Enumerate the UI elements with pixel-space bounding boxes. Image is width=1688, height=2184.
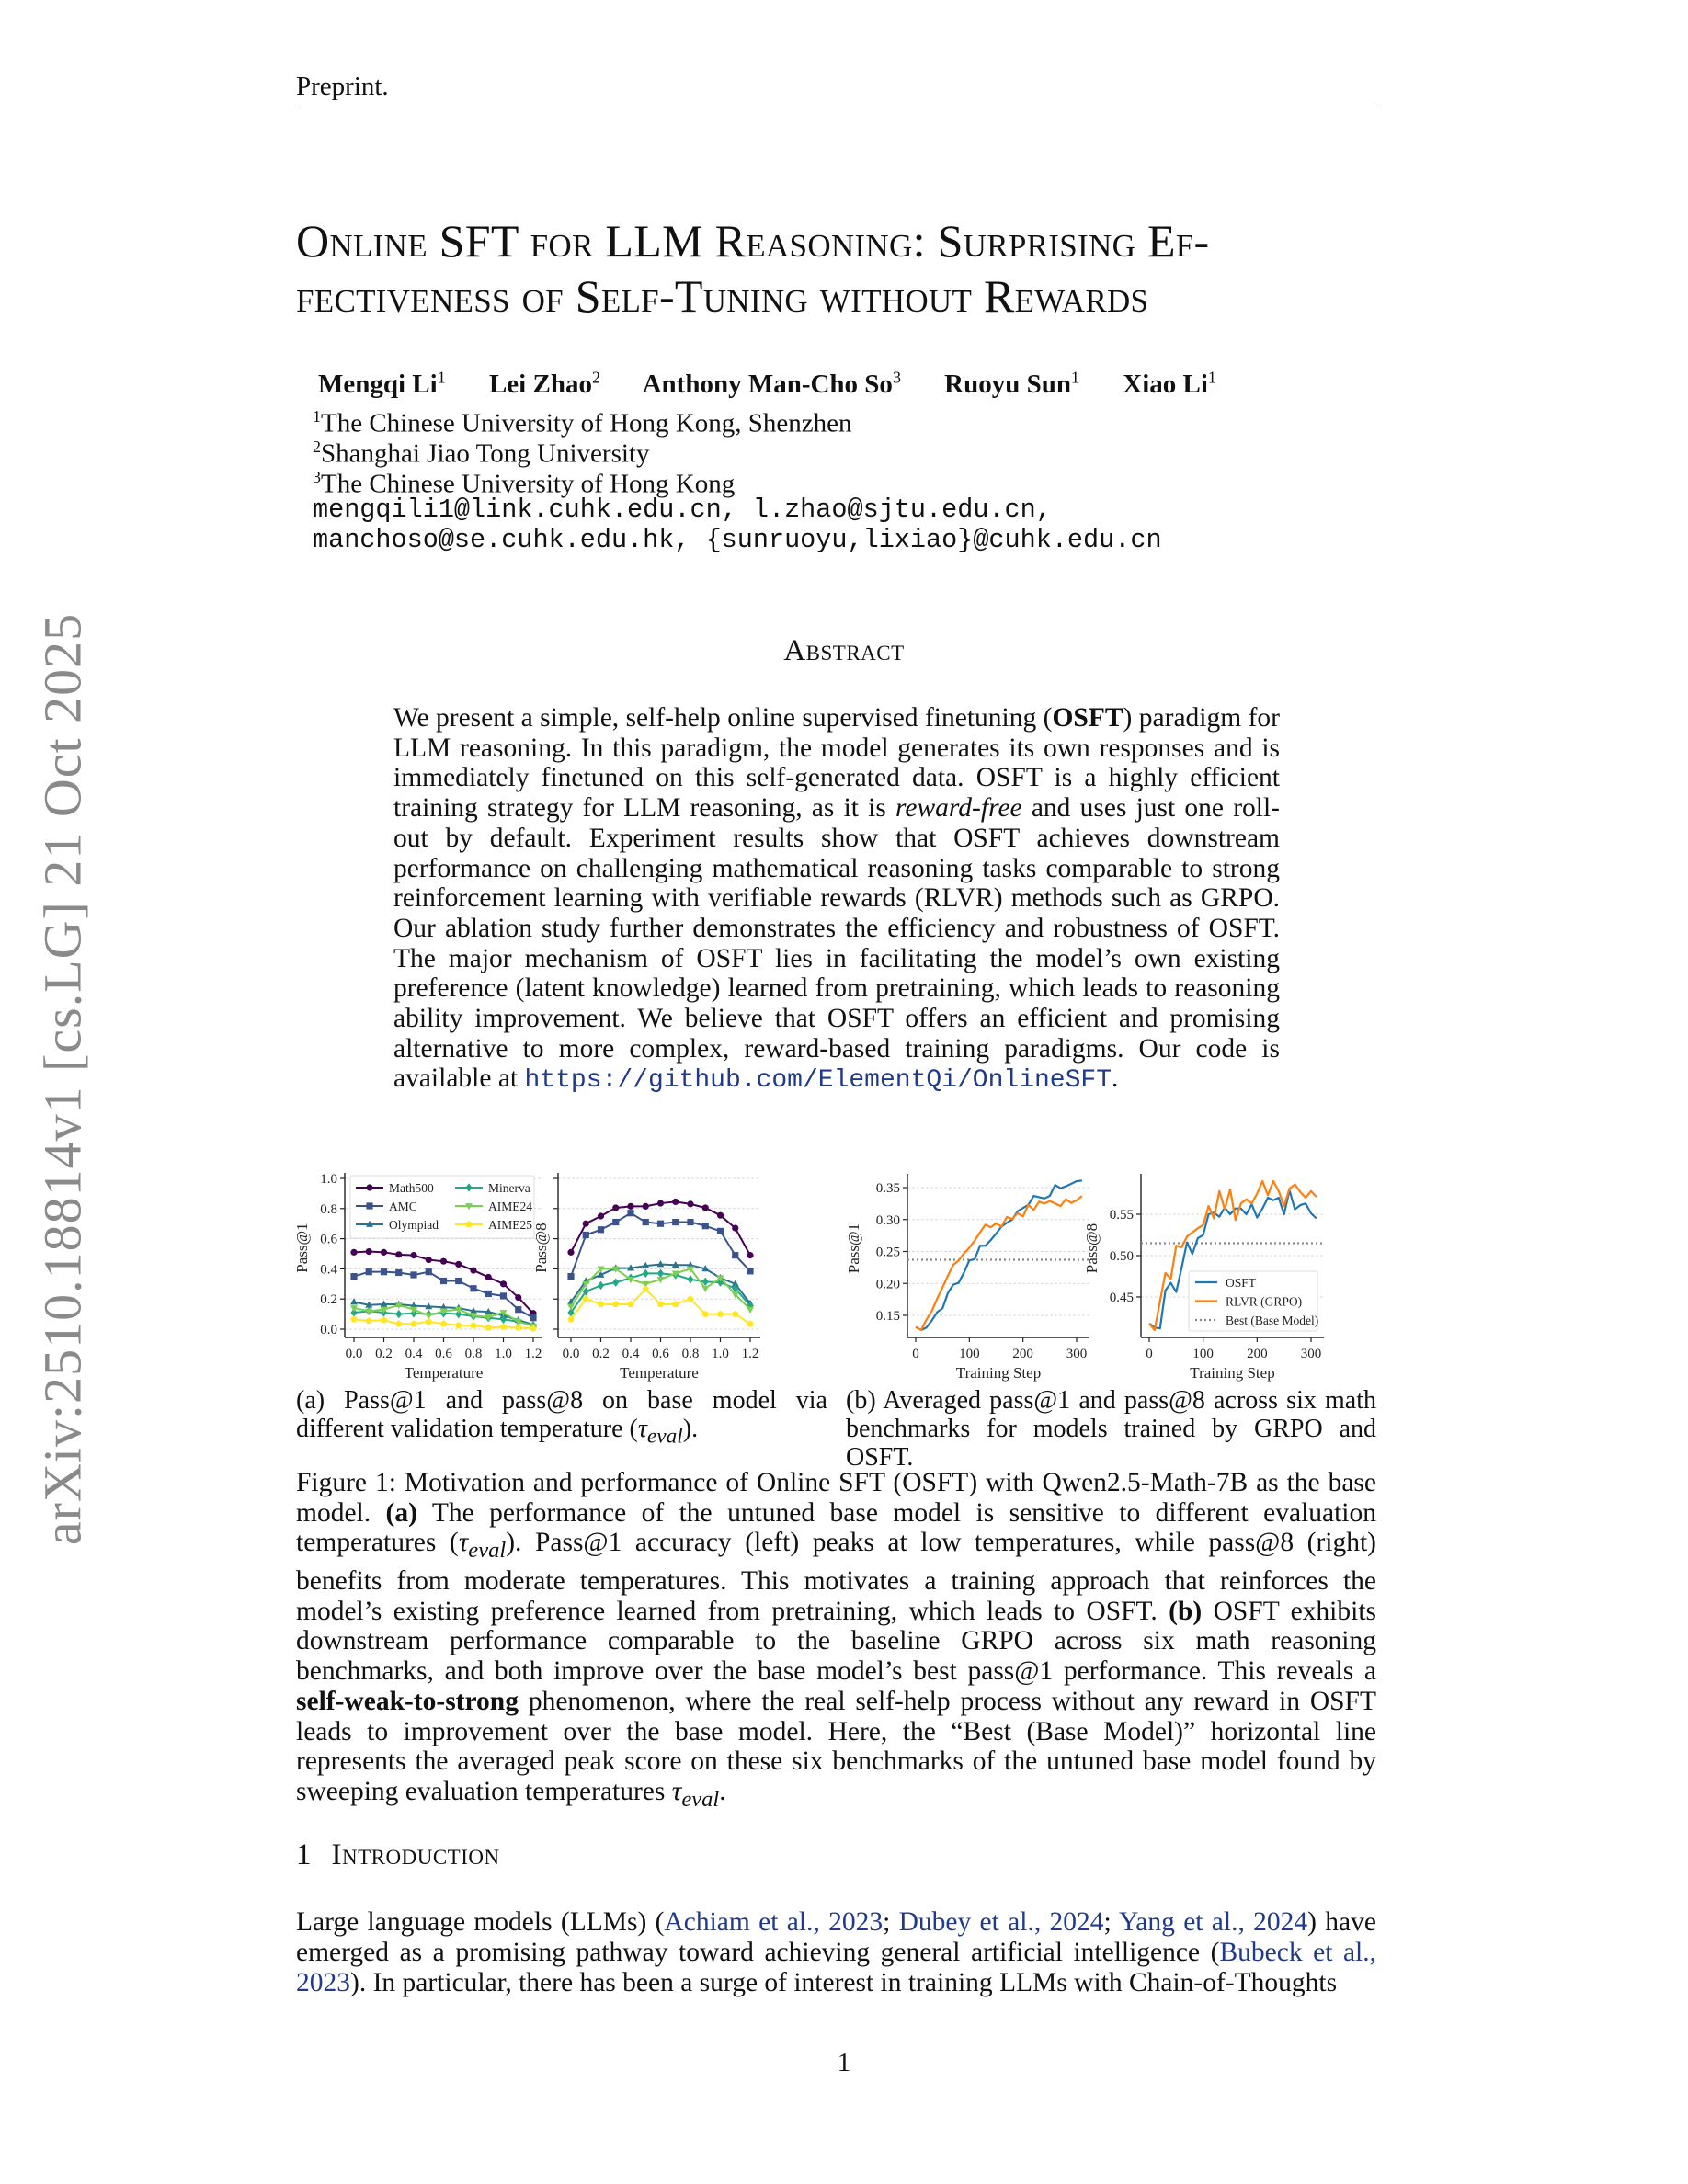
arxiv-identifier: arXiv:2510.18814v1 [cs.LG] 21 Oct 2025 — [32, 612, 93, 1546]
figure-caption — [296, 1468, 1376, 1815]
legend-label: Math500 — [389, 1181, 434, 1195]
data-point — [657, 1221, 664, 1227]
tau-subscript: eval — [681, 1786, 720, 1812]
x-axis-label: Temperature — [620, 1364, 699, 1382]
data-point — [500, 1324, 508, 1330]
legend-marker — [366, 1202, 372, 1209]
data-point — [485, 1324, 492, 1330]
chart-panel-b-pass8 — [1083, 1174, 1324, 1382]
data-point — [627, 1210, 633, 1216]
section-number: 1 — [296, 1838, 312, 1871]
data-point — [702, 1204, 709, 1211]
author-affiliation-mark: 3 — [892, 368, 901, 386]
chart-panel-b-pass1 — [845, 1174, 1089, 1382]
legend-marker — [366, 1184, 372, 1190]
intro-text: Large language models (LLMs) ( — [296, 1907, 665, 1937]
data-point — [425, 1318, 432, 1325]
x-axis-label: Training Step — [1190, 1364, 1275, 1382]
y-axis-label: Pass@8 — [1083, 1223, 1101, 1274]
x-tick-label: 100 — [959, 1347, 980, 1361]
author-emails: manchoso@se.cuhk.edu.hk, {sunruoyu,lixiao}@cuhk.edu.cn — [313, 525, 1162, 555]
data-point — [687, 1200, 693, 1207]
abstract-text: ) paradigm for LLM reasoning. In this paradigm, the model generates its own responses and is immediately finetuned on this self-generated data. OSFT is a highly efficient training strategy for LLM reasoning, as it is — [393, 703, 1280, 824]
data-point — [395, 1251, 402, 1257]
data-point — [410, 1271, 416, 1278]
introduction-paragraph — [296, 1907, 1376, 1998]
x-tick-label: 200 — [1247, 1347, 1268, 1361]
data-point — [687, 1219, 693, 1225]
caption-text: phenomenon, where the real self-help process without any reward in OSFT leads to improvement over the base model. Here, the “Best (Base Model)” horizontal line represents the averaged peak score on these six benchmarks of the untuned base model found by sweeping evaluation temperatures — [296, 1686, 1376, 1806]
data-point — [366, 1268, 372, 1275]
chart-legend — [350, 1176, 534, 1238]
subcaption-a — [296, 1386, 827, 1451]
x-tick-label: 200 — [1012, 1347, 1033, 1361]
legend-label: AMC — [389, 1200, 417, 1213]
data-point — [470, 1267, 476, 1273]
data-point — [598, 1301, 605, 1307]
caption-text: The performance of the untuned base model is sensitive to different evaluation temperatures ( — [296, 1497, 1376, 1558]
y-axis-label: Pass@8 — [532, 1223, 550, 1273]
data-point — [747, 1307, 754, 1314]
data-point — [500, 1280, 507, 1287]
author — [643, 370, 901, 399]
data-point — [515, 1294, 521, 1301]
data-point — [440, 1278, 447, 1284]
data-point — [702, 1223, 709, 1229]
data-point — [567, 1249, 574, 1256]
x-tick-label: 0.0 — [345, 1347, 363, 1361]
x-tick-label: 0 — [912, 1347, 919, 1361]
data-point — [567, 1273, 574, 1280]
affiliation-number: 1 — [313, 407, 321, 426]
data-point — [470, 1322, 477, 1328]
intro-text: ; — [1103, 1907, 1119, 1937]
subcaption-b: (b) Averaged pass@1 and pass@8 across six math benchmarks for models trained by GRPO and OSFT. — [846, 1386, 1376, 1472]
data-point — [598, 1212, 604, 1219]
y-tick-label: 0.20 — [875, 1277, 900, 1292]
legend-label: AIME24 — [488, 1200, 532, 1213]
caption-bold: (b) — [1169, 1596, 1203, 1626]
legend-label: AIME25 — [488, 1218, 532, 1232]
x-tick-label: 0.4 — [622, 1347, 640, 1361]
figure-1-charts — [276, 1149, 1397, 1390]
data-point — [395, 1269, 402, 1276]
intro-text: ; — [883, 1907, 899, 1937]
data-point — [455, 1322, 462, 1328]
subcaption-text: ). — [682, 1415, 699, 1443]
abstract-text: and uses just one roll-out by default. Experiment results show that OSFT achieves downstream performance on challenging mathematical reasoning tasks comparable to strong reinforcement learning with verifiable rewards (RLVR) methods such as GRPO. Our ablation study further demonstrates the efficiency and robustness of OSFT. The major mechanism of OSFT lies in facilitating the model’s own existing preference (latent knowledge) learned from pretraining, which leads to reasoning ability improvement. We believe that OSFT offers an efficient and promising alternative to more complex, reward-based training paradigms. Our code is available at — [393, 793, 1280, 1094]
data-point — [395, 1310, 402, 1318]
caption-text: ). Pass@1 accuracy (left) peaks at low temperatures, while pass@8 (right) benefits from moderate temperatures. This motivates a training approach that reinforces the model’s existing preference learned from pretraining, which leads to OSFT. — [296, 1528, 1376, 1626]
legend-label: Best (Base Model) — [1226, 1314, 1319, 1327]
author-name: Xiao Li — [1123, 369, 1208, 399]
citation-link[interactable]: Yang et al., 2024 — [1118, 1907, 1308, 1937]
chart-panel-a-pass8 — [532, 1173, 760, 1382]
author-name: Lei Zhao — [488, 369, 592, 399]
legend-label: RLVR (GRPO) — [1226, 1294, 1303, 1309]
author-emails: mengqili1@link.cuhk.edu.cn, l.zhao@sjtu.edu.cn, — [313, 495, 1052, 525]
data-point — [642, 1286, 649, 1292]
data-point — [657, 1269, 664, 1278]
data-point — [612, 1301, 620, 1307]
abstract-text: . — [1112, 1064, 1119, 1094]
citation-link[interactable]: Bubeck et al., 2023 — [296, 1938, 1376, 1997]
affiliation-name: The Chinese University of Hong Kong — [320, 469, 736, 499]
x-tick-label: 1.2 — [524, 1347, 542, 1361]
data-point — [717, 1212, 724, 1219]
x-tick-label: 0.2 — [375, 1347, 393, 1361]
data-point — [366, 1248, 372, 1255]
y-tick-label: 0.30 — [875, 1212, 900, 1228]
citation-link[interactable]: Achiam et al., 2023 — [664, 1907, 884, 1937]
affiliation-name: The Chinese University of Hong Kong, Shenzhen — [320, 408, 852, 438]
data-point — [672, 1301, 679, 1307]
data-point — [732, 1252, 738, 1258]
y-tick-label: 0.15 — [875, 1309, 900, 1324]
data-point — [365, 1317, 372, 1324]
x-tick-label: 0.6 — [652, 1347, 669, 1361]
tau-symbol: τ — [458, 1528, 469, 1558]
data-point — [500, 1292, 507, 1299]
data-point — [426, 1257, 432, 1263]
x-tick-label: 1.0 — [712, 1347, 729, 1361]
data-point — [657, 1200, 664, 1206]
caption-bold: self-weak-to-strong — [296, 1686, 519, 1716]
chart-legend — [1189, 1271, 1318, 1331]
author — [1123, 370, 1216, 399]
data-point — [732, 1225, 738, 1232]
data-point — [515, 1324, 522, 1330]
x-tick-label: 0 — [1146, 1347, 1153, 1361]
intro-text: ) have emerged as a promising pathway toward achieving general artificial intelligence ( — [296, 1907, 1376, 1967]
x-tick-label: 300 — [1300, 1347, 1322, 1361]
x-tick-label: 0.8 — [681, 1347, 700, 1361]
author-affiliation-mark: 1 — [1071, 368, 1079, 386]
author — [318, 370, 446, 399]
tau-symbol: τ — [637, 1415, 647, 1443]
section-title: Introduction — [331, 1838, 500, 1871]
y-tick-label: 0.6 — [320, 1232, 337, 1247]
author — [944, 370, 1079, 399]
title-line-1: Online SFT for LLM Reasoning: Surprising Ef- — [296, 215, 1210, 267]
data-point — [515, 1306, 521, 1313]
data-point — [381, 1316, 388, 1323]
data-point — [717, 1228, 724, 1234]
data-point — [687, 1275, 693, 1283]
data-point — [485, 1274, 492, 1280]
tau-symbol: τ — [671, 1776, 682, 1806]
author-affiliation-mark: 1 — [437, 368, 446, 386]
data-point — [687, 1295, 694, 1302]
data-point — [643, 1269, 649, 1278]
running-header: Preprint. — [296, 72, 1376, 108]
paper-title — [296, 213, 1381, 324]
x-axis-label: Temperature — [404, 1364, 484, 1382]
y-axis-label: Pass@1 — [845, 1223, 862, 1274]
legend-label: Olympiad — [389, 1218, 439, 1232]
data-point — [410, 1320, 417, 1326]
data-point — [455, 1261, 462, 1268]
caption-text: Figure 1: Motivation and performance of Online SFT (OSFT) with Qwen2.5-Math-7B as the base model. — [296, 1468, 1376, 1528]
author-name: Anthony Man-Cho So — [642, 369, 893, 399]
code-link[interactable]: https://github.com/ElementQi/OnlineSFT — [524, 1066, 1112, 1096]
x-axis-label: Training Step — [955, 1364, 1042, 1382]
abstract-body — [393, 703, 1280, 1097]
data-point — [455, 1278, 462, 1284]
tau-subscript: eval — [646, 1424, 683, 1449]
caption-bold: (a) — [385, 1497, 417, 1528]
y-tick-label: 0.55 — [1109, 1208, 1134, 1223]
data-point — [485, 1291, 492, 1297]
tau-subscript: eval — [468, 1538, 507, 1564]
y-tick-label: 0.8 — [320, 1201, 337, 1217]
data-point — [350, 1273, 357, 1280]
y-tick-label: 0.45 — [1109, 1291, 1134, 1305]
x-tick-label: 1.2 — [741, 1347, 759, 1361]
author — [489, 370, 600, 399]
data-point — [747, 1268, 753, 1274]
data-point — [612, 1204, 619, 1211]
data-point — [598, 1226, 604, 1233]
legend-label: Minerva — [488, 1181, 530, 1195]
data-point — [381, 1249, 387, 1256]
x-tick-label: 300 — [1066, 1347, 1088, 1361]
caption-text: . — [719, 1776, 726, 1806]
page-number: 1 — [837, 2048, 851, 2077]
series-line-osft — [916, 1180, 1082, 1330]
data-point — [747, 1252, 753, 1258]
data-point — [672, 1199, 679, 1205]
data-point — [470, 1285, 476, 1291]
data-point — [627, 1203, 633, 1210]
author-affiliation-mark: 2 — [591, 368, 600, 386]
caption-text: OSFT exhibits downstream performance comparable to the baseline GRPO across six math reasoning benchmarks, and both improve over the base model’s best pass@1 performance. This reveals a — [296, 1596, 1376, 1687]
affiliation-number: 3 — [313, 468, 321, 486]
data-point — [350, 1249, 357, 1256]
y-axis-label: Pass@1 — [293, 1223, 311, 1273]
data-point — [583, 1232, 589, 1238]
intro-text: ). In particular, there has been a surge of interest in training LLMs with Chain-of-Thoughts — [350, 1968, 1338, 1997]
data-point — [440, 1258, 447, 1265]
abstract-bold: OSFT — [1052, 703, 1123, 733]
abstract-italic: reward-free — [895, 793, 1022, 824]
y-tick-label: 0.2 — [320, 1292, 337, 1308]
subcaption-text: (a) Pass@1 and pass@8 on base model via different validation temperature ( — [296, 1386, 827, 1443]
citation-link[interactable]: Dubey et al., 2024 — [898, 1907, 1104, 1937]
data-point — [612, 1278, 619, 1286]
section-heading — [296, 1838, 500, 1872]
legend-label: OSFT — [1226, 1276, 1257, 1290]
title-line-2: fectiveness of Self-Tuning without Rewards — [296, 270, 1149, 322]
data-point — [643, 1203, 649, 1210]
abstract-text: We present a simple, self-help online supervised finetuning ( — [393, 703, 1053, 733]
y-tick-label: 0.35 — [875, 1181, 900, 1196]
y-tick-label: 1.0 — [320, 1172, 337, 1187]
x-tick-label: 0.2 — [592, 1347, 610, 1361]
x-tick-label: 0.6 — [435, 1347, 452, 1361]
abstract-heading: Abstract — [783, 634, 905, 667]
data-point — [583, 1221, 589, 1227]
author-name: Mengqi Li — [318, 369, 438, 399]
data-point — [732, 1311, 739, 1317]
data-point — [717, 1311, 724, 1317]
data-point — [426, 1268, 432, 1275]
y-tick-label: 0.0 — [320, 1323, 337, 1337]
x-tick-label: 1.0 — [495, 1347, 512, 1361]
data-point — [672, 1219, 679, 1225]
x-tick-label: 0.4 — [405, 1347, 423, 1361]
author-affiliation-mark: 1 — [1207, 368, 1216, 386]
data-point — [701, 1286, 709, 1292]
data-point — [350, 1315, 358, 1322]
y-tick-label: 0.50 — [1109, 1249, 1134, 1264]
affiliation-number: 2 — [313, 438, 321, 456]
x-tick-label: 0.8 — [464, 1347, 483, 1361]
author-list — [318, 368, 1253, 400]
data-point — [440, 1320, 448, 1326]
affiliation-name: Shanghai Jiao Tong University — [320, 438, 650, 469]
x-tick-label: 100 — [1192, 1347, 1214, 1361]
author-name: Ruoyu Sun — [944, 369, 1072, 399]
data-point — [643, 1219, 649, 1225]
data-point — [612, 1219, 619, 1225]
data-point — [381, 1268, 387, 1275]
data-point — [410, 1252, 416, 1258]
data-point — [395, 1320, 403, 1326]
data-point — [530, 1314, 536, 1321]
chart-panel-a-pass1 — [293, 1172, 542, 1382]
data-point — [598, 1281, 604, 1290]
x-tick-label: 0.0 — [562, 1347, 580, 1361]
y-tick-label: 0.4 — [320, 1262, 337, 1278]
y-tick-label: 0.25 — [875, 1245, 900, 1260]
